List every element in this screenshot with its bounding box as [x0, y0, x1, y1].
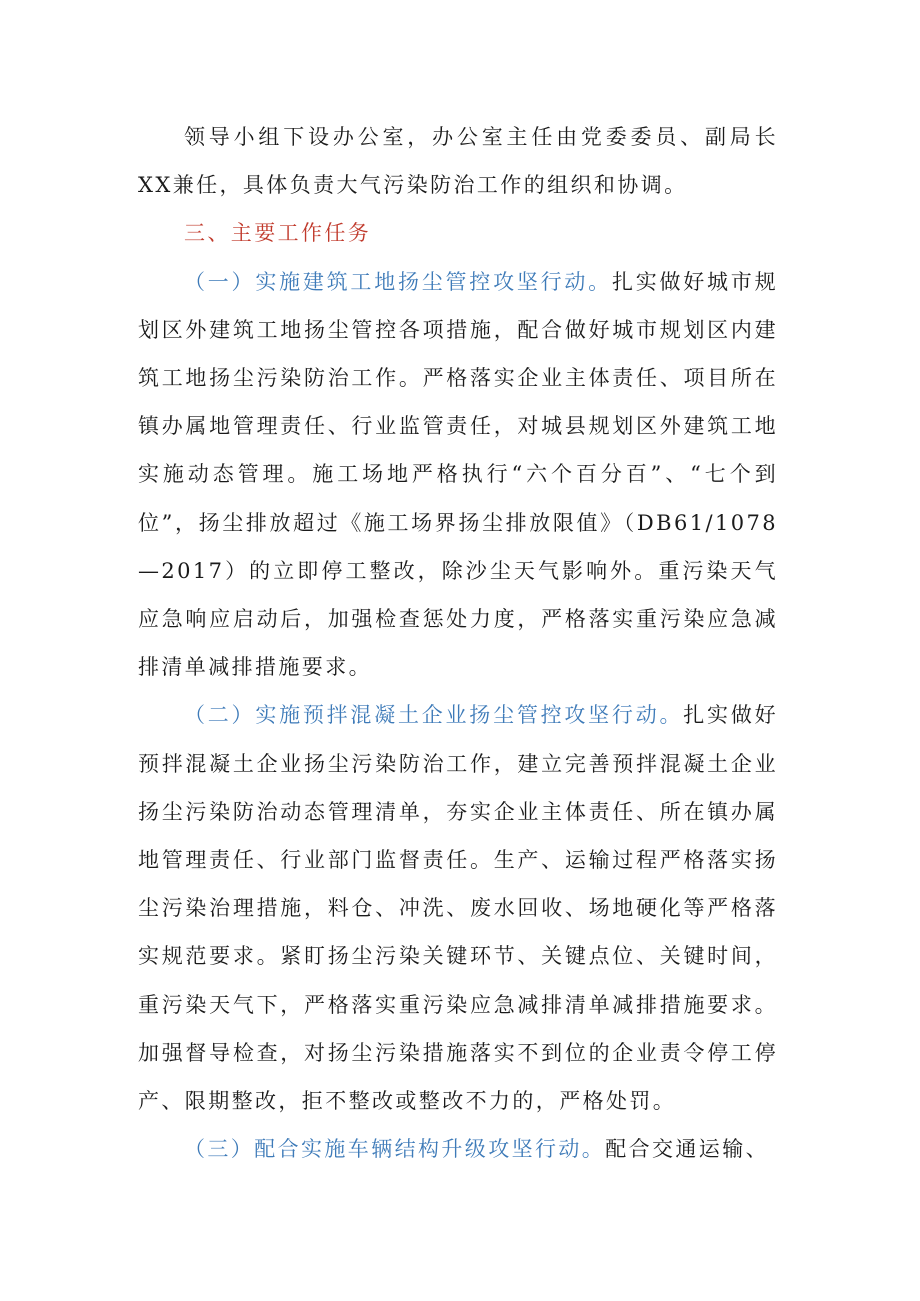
- section-heading: [138, 209, 778, 257]
- document-body: [138, 113, 778, 1173]
- task-item-3-body: 配合交通运输、: [605, 1137, 770, 1162]
- task-item-3: [138, 1125, 778, 1173]
- task-item-1-title: （一）实施建筑工地扬尘管控攻坚行动。: [184, 269, 612, 294]
- task-item-1: [138, 258, 778, 692]
- task-item-2-title: （二）实施预拌混凝土企业扬尘管控攻坚行动。: [184, 703, 684, 728]
- task-item-3-title: （三）配合实施车辆结构升级攻坚行动。: [184, 1137, 606, 1162]
- task-item-2: [138, 691, 778, 1125]
- paragraph-text: 领导小组下设办公室，办公室主任由党委委员、副局长XX兼任，具体负责大气污染防治工作的组织和协调。: [138, 125, 778, 198]
- paragraph-office-setup: [138, 113, 778, 209]
- task-item-1-body: 扎实做好城市规划区外建筑工地扬尘管控各项措施，配合做好城市规划区内建筑工地扬尘污染防治工作。严格落实企业主体责任、项目所在镇办属地管理责任、行业监管责任，对城县规划区外建筑工地实施动态管理。施工场地严格执行“六个百分百”、“七个到位”，扬尘排放超过《施工场界扬尘排放限值》（DB61/1078—2017）的立即停工整改，除沙尘天气影响外。重污染天气应急响应启动后，加强检查惩处力度，严格落实重污染应急减排清单减排措施要求。: [138, 269, 778, 680]
- task-item-2-body: 扎实做好预拌混凝土企业扬尘污染防治工作，建立完善预拌混凝土企业扬尘污染防治动态管理清单，夯实企业主体责任、所在镇办属地管理责任、行业部门监督责任。生产、运输过程严格落实扬尘污染治理措施，料仓、冲洗、废水回收、场地硬化等严格落实规范要求。紧盯扬尘污染关键环节、关键点位、关键时间，重污染天气下，严格落实重污染应急减排清单减排措施要求。加强督导检查，对扬尘污染措施落实不到位的企业责令停工停产、限期整改，拒不整改或整改不力的，严格处罚。: [138, 703, 778, 1114]
- section-heading-text: 三、主要工作任务: [184, 221, 372, 246]
